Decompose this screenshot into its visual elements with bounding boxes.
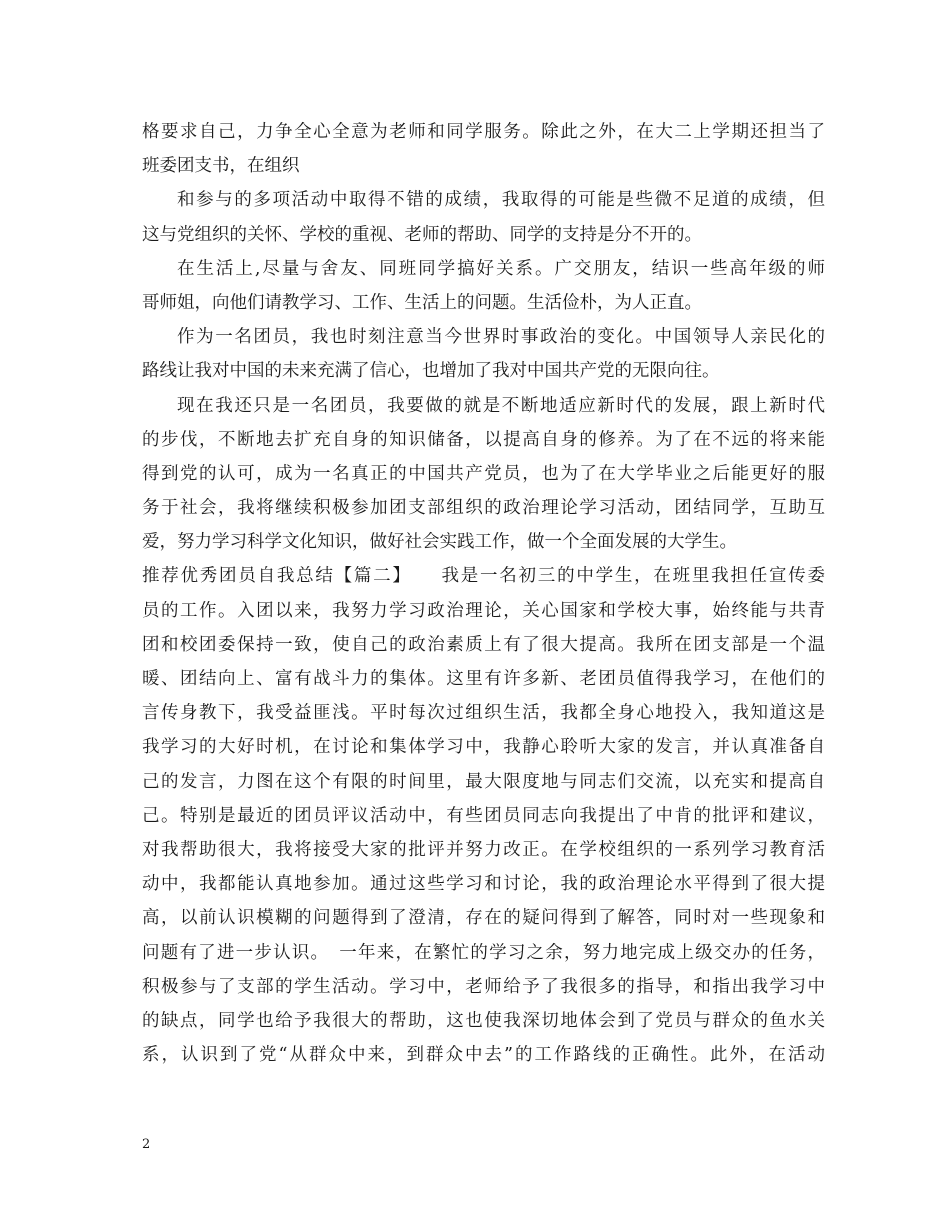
text-line: 动中，我都能认真地参加。通过这些学习和讨论，我的政治理论水平得到了很大提	[142, 874, 825, 895]
text-line: 暖、团结向上、富有战斗力的集体。这里有许多新、老团员值得我学习，在他们的	[142, 669, 825, 689]
text-line: 的步伐，不断地去扩充自身的知识储备，以提高自身的修养。为了在不远的将来能	[142, 429, 825, 450]
text-line: 在生活上,尽量与舍友、同班同学搞好关系。广交朋友，结识一些高年级的师	[177, 258, 825, 279]
text-line: 对我帮助很大，我将接受大家的批评并努力改正。在学校组织的一系列学习教育活	[142, 839, 825, 860]
text-line: 推荐优秀团员自我总结【篇二】 我是一名初三的中学生，在班里我担任宣传委	[142, 566, 825, 587]
text-line: 和参与的多项活动中取得不错的成绩，我取得的可能是些微不足道的成绩，但	[177, 190, 825, 211]
body-text	[142, 115, 825, 1072]
text-line: 高，以前认识模糊的问题得到了澄清，存在的疑问得到了解答，同时对一些现象和	[142, 908, 825, 929]
text-line: 己的发言，力图在这个有限的时间里，最大限度地与同志们交流，以充实和提高自	[142, 771, 825, 792]
text-line: 系，认识到了党“从群众中来，到群众中去”的工作路线的正确性。此外，在活动	[142, 1045, 825, 1066]
text-line: 得到党的认可，成为一名真正的中国共产党员，也为了在大学毕业之后能更好的服	[142, 463, 825, 484]
text-line: 爱，努力学习科学文化知识，做好社会实践工作，做一个全面发展的大学生。	[142, 532, 737, 553]
text-line: 格要求自己，力争全心全意为老师和同学服务。除此之外，在大二上学期还担当了	[142, 122, 825, 142]
text-line: 言传身教下，我受益匪浅。平时每次过组织生活，我都全身心地投入，我知道这是	[142, 703, 825, 724]
text-line: 现在我还只是一名团员，我要做的就是不断地适应新时代的发展，跟上新时代	[177, 395, 825, 416]
text-line: 这与党组织的关怀、学校的重视、老师的帮助、同学的支持是分不开的。	[142, 224, 702, 245]
text-line: 积极参与了支部的学生活动。学习中，老师给予了我很多的指导，和指出我学习中	[142, 976, 825, 997]
text-line: 员的工作。入团以来，我努力学习政治理论，关心国家和学校大事，始终能与共青	[142, 600, 825, 621]
text-line: 己。特别是最近的团员评议活动中，有些团员同志向我提出了中肯的批评和建议，	[142, 805, 825, 826]
text-line: 问题有了进一步认识。 一年来，在繁忙的学习之余，努力地完成上级交办的任务，	[142, 942, 825, 963]
text-line: 班委团支书，在组织	[142, 156, 300, 177]
page-number: 2	[142, 1137, 151, 1152]
text-line: 哥师姐，向他们请教学习、工作、生活上的问题。生活俭朴，为人正直。	[142, 292, 702, 313]
text-line: 务于社会，我将继续积极参加团支部组织的政治理论学习活动，团结同学，互助互	[142, 498, 825, 519]
text-line: 团和校团委保持一致，使自己的政治素质上有了很大提高。我所在团支部是一个温	[142, 634, 825, 655]
text-line: 路线让我对中国的未来充满了信心，也增加了我对中国共产党的无限向往。	[142, 361, 720, 382]
text-line: 我学习的大好时机，在讨论和集体学习中，我静心聆听大家的发言，并认真准备自	[142, 737, 825, 758]
text-line: 作为一名团员，我也时刻注意当今世界时事政治的变化。中国领导人亲民化的	[177, 327, 825, 348]
text-line: 的缺点，同学也给予我很大的帮助，这也使我深切地体会到了党员与群众的鱼水关	[142, 1010, 825, 1031]
